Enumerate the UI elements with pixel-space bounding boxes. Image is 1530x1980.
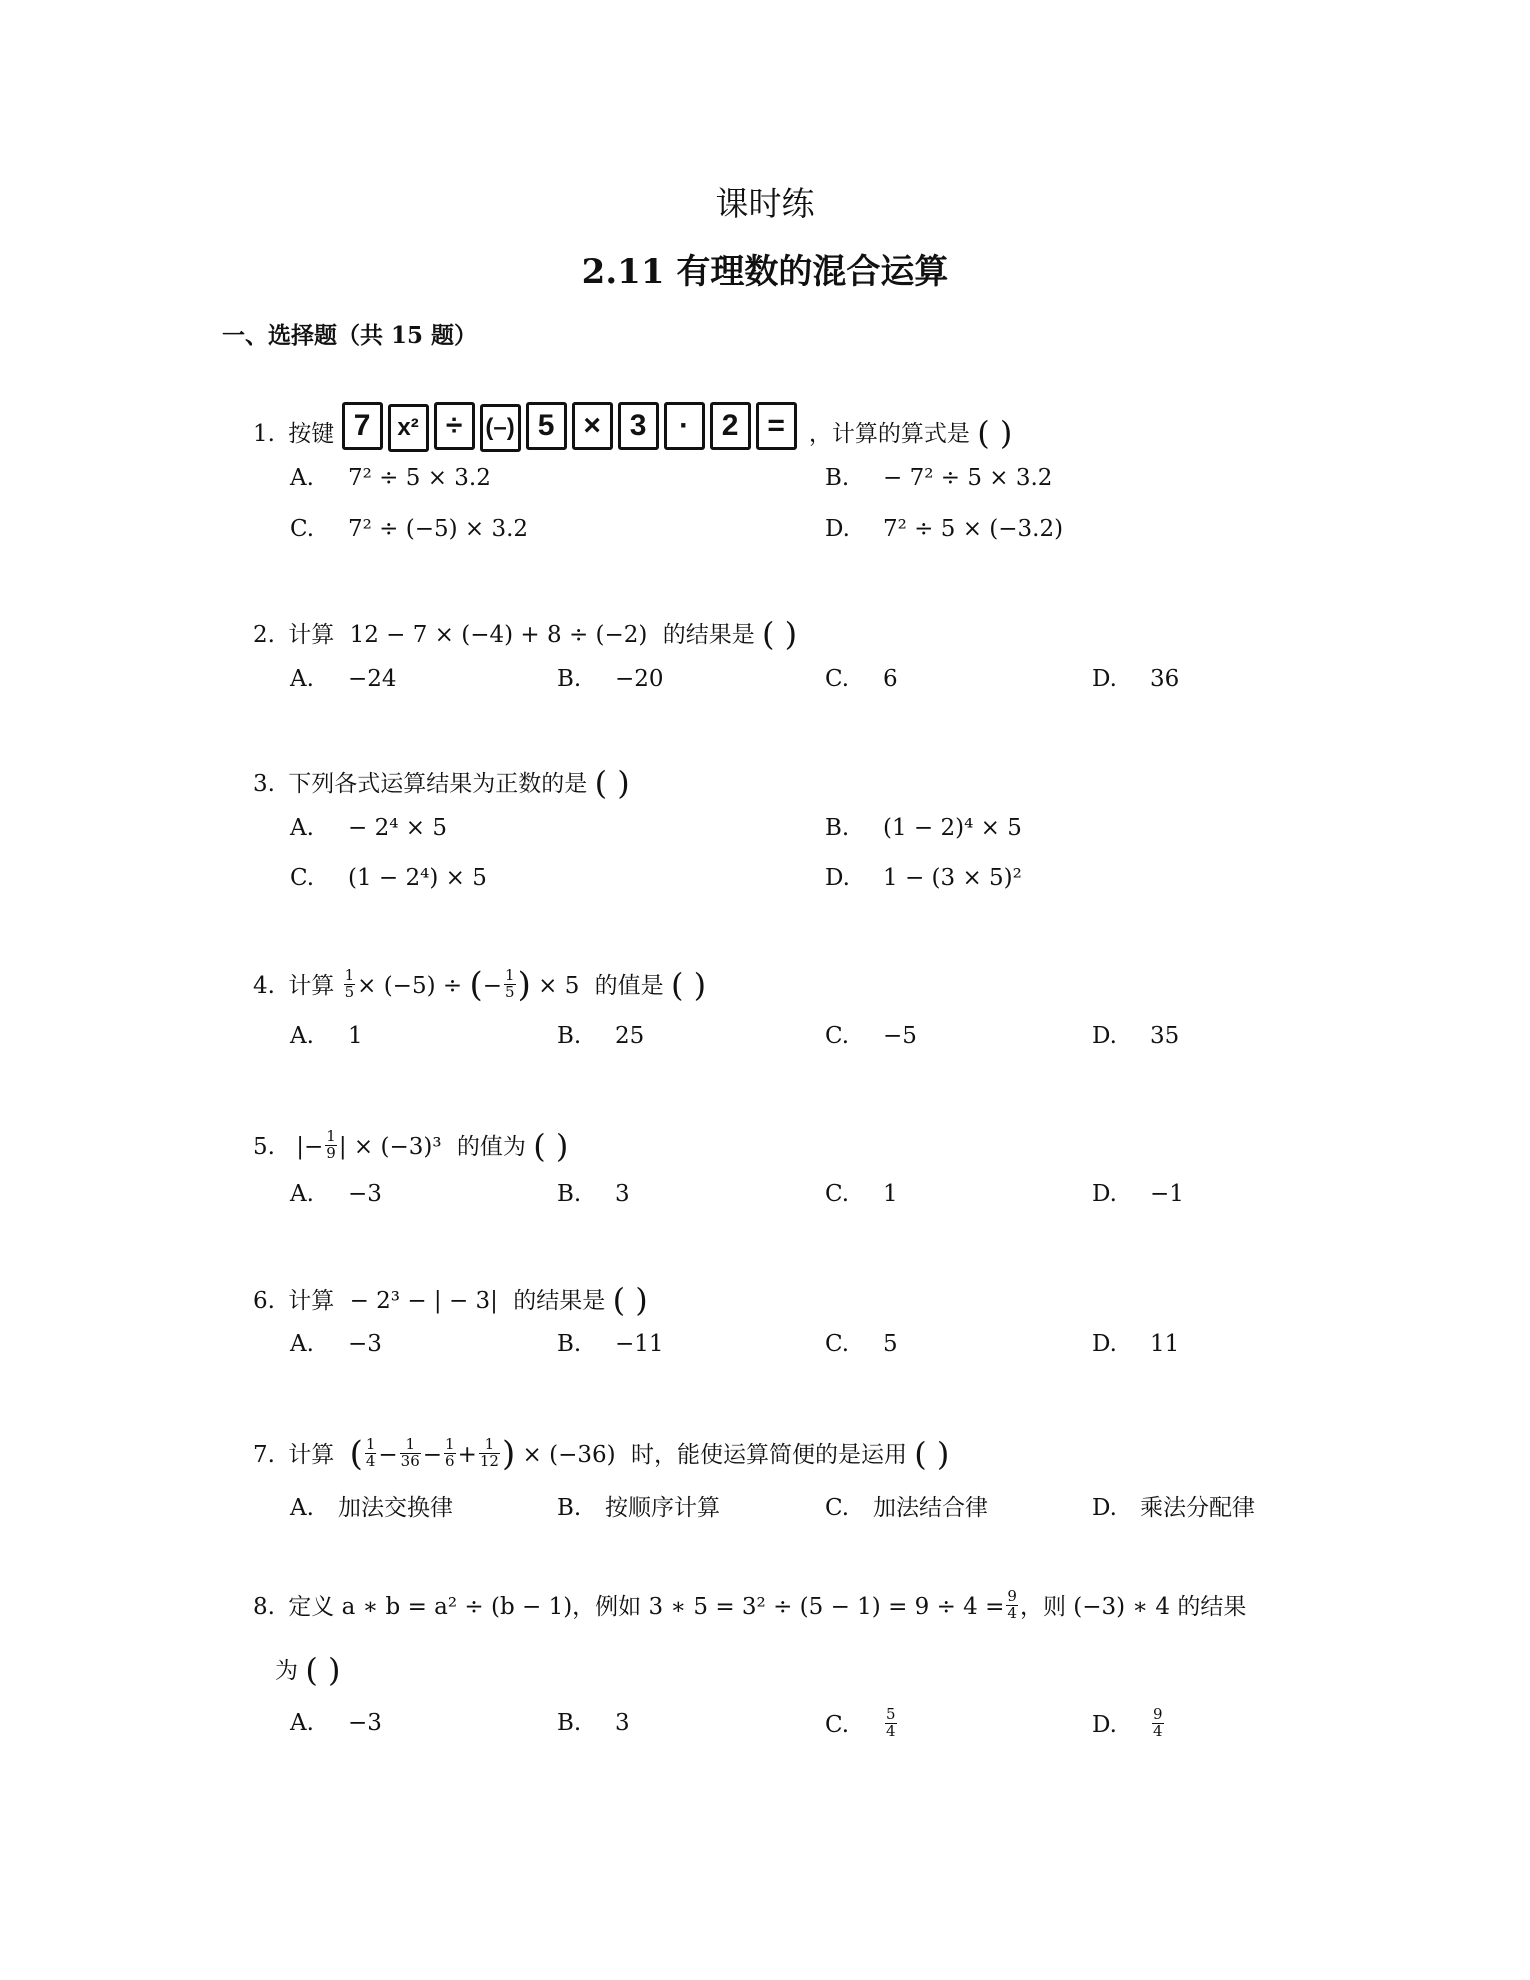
option-letter: D. <box>1092 1023 1117 1049</box>
expression-part: × 5 <box>538 973 580 999</box>
numerator: 1 <box>365 1434 376 1453</box>
question-prefix: 计算 <box>288 622 335 648</box>
q4-option-a <box>290 1023 363 1049</box>
numerator: 1 <box>344 965 355 984</box>
option-text: 1 <box>883 1181 898 1207</box>
option-letter: A. <box>290 465 314 491</box>
q5-option-a <box>290 1181 382 1207</box>
option-letter: B. <box>557 666 582 692</box>
operator: − <box>422 1442 443 1468</box>
q2-option-d <box>1092 666 1179 692</box>
q3-option-b <box>825 815 1022 841</box>
open-paren: ( <box>469 965 483 1005</box>
q3-option-d <box>825 865 1022 891</box>
question-suffix: 时，能使运算简便的是运用 <box>630 1442 907 1468</box>
denominator: 4 <box>365 1451 376 1470</box>
numerator: 1 <box>479 1437 500 1454</box>
numerator: 1 <box>505 965 515 984</box>
question-suffix: 的结果是 <box>662 622 755 648</box>
option-text: 3 <box>615 1181 630 1207</box>
question-stem: 下列各式运算结果为正数的是 <box>288 771 588 797</box>
option-text: 1 − (3 × 5)² <box>883 865 1022 891</box>
question-suffix: 的值为 <box>456 1134 526 1160</box>
question-prefix: 按键 <box>288 421 335 447</box>
fraction <box>400 1434 421 1470</box>
q8-option-c <box>825 1705 899 1743</box>
option-letter: A. <box>290 666 314 692</box>
q8-option-d <box>1092 1705 1166 1743</box>
option-text: 按顺序计算 <box>605 1495 720 1521</box>
q2-option-c <box>825 666 898 692</box>
q5-option-d <box>1092 1181 1184 1207</box>
q1-option-d <box>825 516 1063 542</box>
answer-blank: ( ) <box>914 1435 950 1473</box>
numerator: 1 <box>400 1437 421 1454</box>
fraction <box>504 965 516 1001</box>
answer-blank: ( ) <box>977 414 1013 452</box>
question-4 <box>253 962 706 1003</box>
answer-blank: ( ) <box>305 1651 341 1689</box>
option-text: −5 <box>883 1023 917 1049</box>
question-expression: 12 − 7 × (−4) + 8 ÷ (−2) <box>349 622 648 648</box>
question-suffix: 的值是 <box>594 973 664 999</box>
answer-blank: ( ) <box>612 1281 648 1319</box>
option-text: −3 <box>348 1181 382 1207</box>
option-text: 1 <box>348 1023 363 1049</box>
fraction <box>885 1707 897 1740</box>
q6-option-c <box>825 1331 898 1357</box>
option-text: −1 <box>1150 1181 1184 1207</box>
q6-option-d <box>1092 1331 1179 1357</box>
question-line1: 定义 a ∗ b = a² ÷ (b − 1)，例如 3 ∗ 5 = 3² ÷ (5 − 1) = 9 ÷ 4 = <box>288 1594 1005 1620</box>
denominator: 4 <box>1153 1721 1163 1740</box>
option-letter: B. <box>825 465 850 491</box>
question-3 <box>253 761 630 802</box>
option-text: − 2⁴ × 5 <box>348 815 447 841</box>
denominator: 9 <box>326 1143 336 1162</box>
option-text: 加法交换律 <box>338 1495 453 1521</box>
option-letter: D. <box>1092 1712 1117 1739</box>
question-7: 7. 计算 ( $\frac{1}{4}$ − $\frac{1}{36}$ − $\frac{1}{6}$ + $\frac{1}{12}$ ) × (−36) 时，能使运算简便的是运用 ( ) <box>253 1434 950 1474</box>
numerator: 9 <box>1153 1705 1163 1723</box>
q8-option-b <box>557 1710 630 1736</box>
question-number: 6. <box>253 1288 275 1314</box>
option-letter: C. <box>290 865 315 891</box>
option-text: 7² ÷ (−5) × 3.2 <box>348 516 529 542</box>
option-letter: C. <box>825 1331 850 1357</box>
question-number: 5. <box>253 1134 275 1160</box>
close-paren: ) <box>517 965 531 1005</box>
q1-option-a <box>290 465 491 491</box>
option-text: 7² ÷ 5 × 3.2 <box>348 465 491 491</box>
q6-option-a <box>290 1331 382 1357</box>
calculator-key: 5 <box>526 402 567 450</box>
question-8 <box>253 1588 1246 1624</box>
numerator: 5 <box>886 1705 896 1723</box>
option-text: − 7² ÷ 5 × 3.2 <box>883 465 1053 491</box>
option-letter: D. <box>1092 666 1117 692</box>
question-prefix: 计算 <box>288 973 335 999</box>
option-text: −3 <box>348 1710 382 1736</box>
denominator: 6 <box>445 1451 455 1470</box>
question-line1-end: ，则 (−3) ∗ 4 的结果 <box>1019 1594 1247 1620</box>
option-letter: A. <box>290 1495 314 1521</box>
option-text: −24 <box>348 666 397 692</box>
q8-option-a <box>290 1710 382 1736</box>
calculator-key: 2 <box>710 402 751 450</box>
q7-option-b <box>557 1489 720 1522</box>
answer-blank: ( ) <box>594 764 630 802</box>
option-text: 11 <box>1150 1331 1180 1357</box>
q7-option-a <box>290 1489 453 1522</box>
denominator: 5 <box>344 982 355 1001</box>
question-number: 3. <box>253 771 275 797</box>
answer-blank: ( ) <box>670 966 707 1004</box>
question-6 <box>253 1278 648 1319</box>
q4-option-b <box>557 1023 644 1049</box>
calculator-key: · <box>664 402 705 450</box>
option-letter: A. <box>290 815 314 841</box>
question-number: 4. <box>253 973 275 999</box>
fraction <box>444 1434 456 1470</box>
option-letter: C. <box>825 1712 850 1739</box>
option-text: 5 <box>883 1331 898 1357</box>
option-letter: C. <box>825 1181 850 1207</box>
option-text: 35 <box>1150 1023 1180 1049</box>
calculator-key: = <box>756 402 797 450</box>
denominator: 4 <box>886 1721 896 1740</box>
calculator-key: (–) <box>480 404 521 452</box>
q4-option-c <box>825 1023 917 1049</box>
numerator: 1 <box>326 1126 336 1145</box>
option-letter: B. <box>557 1181 582 1207</box>
question-1 <box>253 410 1012 460</box>
answer-blank: ( ) <box>533 1127 569 1165</box>
calculator-key: 3 <box>618 402 659 450</box>
option-text: −11 <box>615 1331 664 1357</box>
expression-part: |− <box>296 1134 324 1160</box>
fraction <box>325 1126 337 1162</box>
denominator: 12 <box>479 1451 499 1470</box>
denominator: 4 <box>1007 1603 1017 1622</box>
option-letter: C. <box>825 666 850 692</box>
question-suffix: ，计算的算式是 <box>808 421 970 447</box>
option-letter: A. <box>290 1023 314 1049</box>
option-letter: D. <box>825 865 850 891</box>
fraction <box>1152 1707 1164 1740</box>
option-letter: B. <box>557 1023 582 1049</box>
option-letter: B. <box>557 1710 582 1736</box>
question-line2: 为 <box>275 1658 298 1684</box>
question-prefix: 计算 <box>288 1288 335 1314</box>
expression-part: × (−5) ÷ <box>357 973 463 999</box>
question-2 <box>253 612 798 653</box>
option-text: (1 − 2)⁴ × 5 <box>883 815 1022 841</box>
calculator-key: 7 <box>342 402 383 450</box>
option-text: 7² ÷ 5 × (−3.2) <box>883 516 1064 542</box>
option-text: 6 <box>883 666 898 692</box>
question-8-line2 <box>275 1648 341 1689</box>
option-text: 加法结合律 <box>873 1495 988 1521</box>
option-letter: C. <box>825 1495 850 1521</box>
answer-blank: ( ) <box>762 615 798 653</box>
expression-part: × (−36) <box>522 1442 616 1468</box>
q5-option-c <box>825 1181 898 1207</box>
option-letter: A. <box>290 1181 314 1207</box>
calculator-key: ÷ <box>434 402 475 450</box>
option-letter: B. <box>557 1495 582 1521</box>
operator: − <box>378 1442 398 1468</box>
calculator-key: x² <box>388 404 429 452</box>
denominator: 36 <box>400 1451 420 1470</box>
option-text: 3 <box>615 1710 630 1736</box>
calculator-keys <box>342 402 802 452</box>
option-text: −3 <box>348 1331 382 1357</box>
section-heading: 一、选择题（共 15 题） <box>222 322 478 349</box>
q3-option-a <box>290 815 447 841</box>
option-letter: C. <box>290 516 315 542</box>
q1-option-b <box>825 465 1052 491</box>
calculator-key: × <box>572 402 613 450</box>
option-letter: D. <box>825 516 850 542</box>
option-text: 36 <box>1150 666 1180 692</box>
fraction <box>1006 1586 1018 1622</box>
option-letter: C. <box>825 1023 850 1049</box>
q5-option-b <box>557 1181 630 1207</box>
minus-sign: − <box>482 973 503 999</box>
expression-part: | × (−3)³ <box>338 1134 442 1160</box>
q2-option-a <box>290 666 397 692</box>
option-text: 乘法分配律 <box>1140 1495 1255 1521</box>
denominator: 5 <box>505 982 515 1001</box>
question-number: 7. <box>253 1442 275 1468</box>
fraction <box>479 1434 500 1470</box>
q6-option-b <box>557 1331 664 1357</box>
q1-option-c <box>290 516 528 542</box>
option-text: (1 − 2⁴) × 5 <box>348 865 487 891</box>
q4-option-d <box>1092 1023 1179 1049</box>
option-letter: D. <box>1092 1495 1117 1521</box>
q3-option-c <box>290 865 487 891</box>
option-letter: A. <box>290 1331 314 1357</box>
fraction <box>344 965 356 1001</box>
question-5 <box>253 1124 568 1164</box>
numerator: 9 <box>1007 1586 1017 1605</box>
q7-option-d <box>1092 1489 1255 1522</box>
operator: + <box>457 1442 477 1468</box>
question-number: 2. <box>253 622 275 648</box>
option-text: −20 <box>615 666 664 692</box>
page-subtitle: 课时练 <box>715 184 815 223</box>
question-prefix: 计算 <box>288 1442 335 1468</box>
question-suffix: 的结果是 <box>513 1288 606 1314</box>
q2-option-b <box>557 666 664 692</box>
fraction <box>365 1434 377 1470</box>
question-number: 8. <box>253 1594 275 1620</box>
q7-option-c <box>825 1489 988 1522</box>
page-title: 2.11 有理数的混合运算 <box>581 252 949 292</box>
question-number: 1. <box>253 421 275 447</box>
option-letter: A. <box>290 1710 314 1736</box>
numerator: 1 <box>445 1434 455 1453</box>
option-letter: B. <box>557 1331 582 1357</box>
option-text: 25 <box>615 1023 645 1049</box>
question-expression: − 2³ − | − 3| <box>349 1288 498 1314</box>
option-letter: B. <box>825 815 850 841</box>
option-letter: D. <box>1092 1331 1117 1357</box>
option-letter: D. <box>1092 1181 1117 1207</box>
